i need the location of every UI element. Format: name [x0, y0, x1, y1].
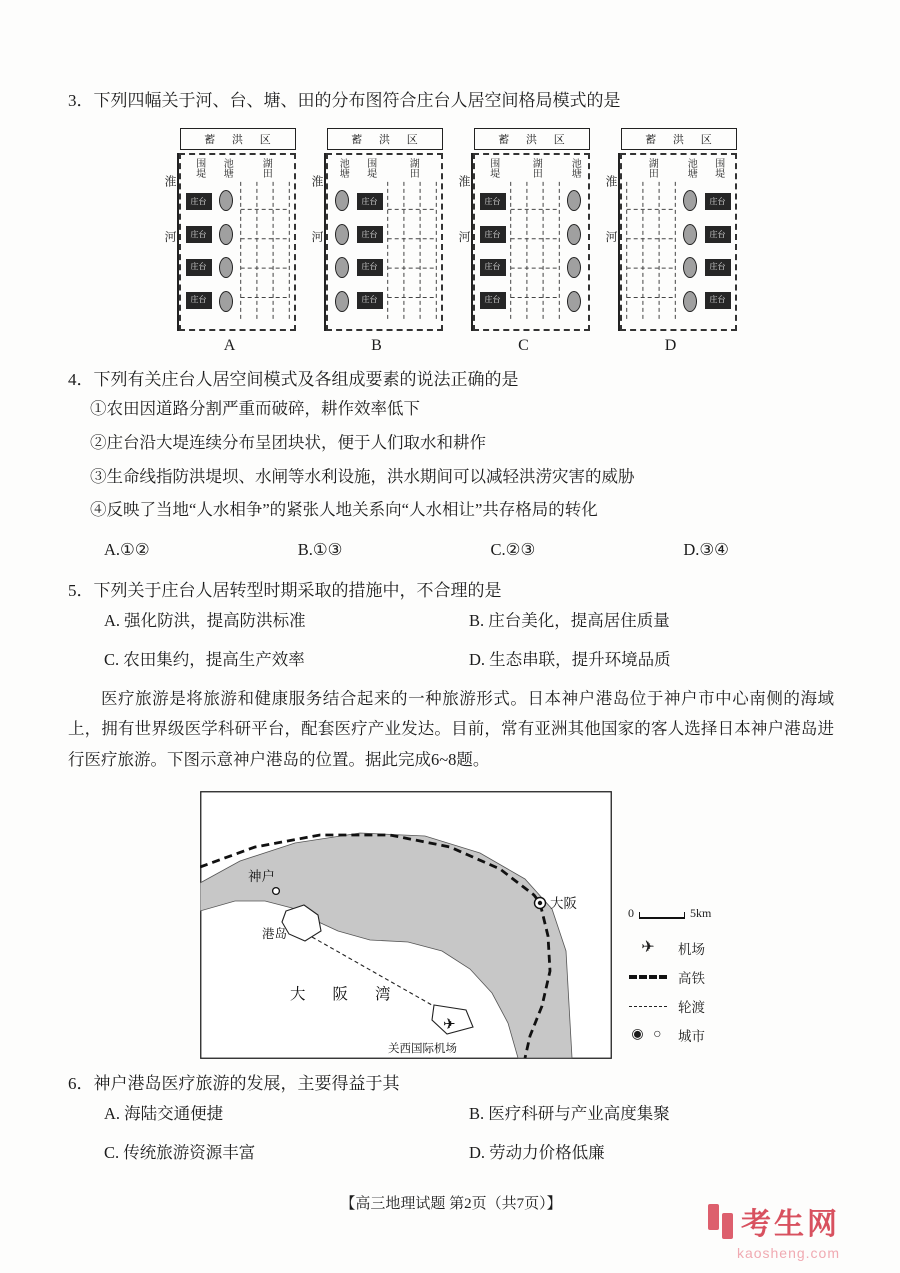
pond-oval: [683, 190, 697, 211]
column-label: 湖田: [530, 157, 542, 178]
diagram-body: [310, 153, 443, 331]
diagram-letter: B: [371, 336, 382, 354]
q6-option-d: D. 劳动力价格低廉: [469, 1142, 605, 1162]
zhuangtai-block: 庄台: [186, 292, 212, 309]
zone-hutian: [508, 158, 562, 325]
huai-river-strip: [604, 153, 620, 331]
legend-label: 高铁: [678, 971, 705, 987]
huai-river-strip: [163, 153, 179, 331]
zhuangtai-block: 庄台: [705, 226, 731, 243]
ferry-icon: [628, 1006, 668, 1007]
page-footer: 【高三地理试题 第2页（共7页）】: [340, 1196, 562, 1213]
diagram-main-box: [473, 153, 590, 331]
flood-zone-band: 蓄 洪 区: [621, 128, 737, 150]
zone-hutian: [238, 158, 292, 325]
column-label: 湖田: [407, 157, 419, 178]
pond-column: [678, 178, 702, 325]
zhuangtai-block: 庄台: [705, 193, 731, 210]
city-icons: ◉ ○: [631, 1027, 665, 1043]
kaosheng-watermark: [708, 1199, 840, 1261]
flood-diagram-a: [163, 128, 296, 355]
zhuangtai-block: 庄台: [480, 259, 506, 276]
osaka-city-marker-inner: [538, 901, 542, 905]
question-4-text: 4．下列有关庄台人居空间模式及各组成要素的说法正确的是: [68, 369, 519, 389]
question-5-text: 5．下列关于庄台人居转型时期采取的措施中，不合理的是: [68, 581, 502, 601]
paddy-area: [624, 178, 678, 325]
zone-chitang: [330, 158, 354, 325]
zhuangtai-column: [477, 178, 508, 325]
pond-oval: [683, 224, 697, 245]
zhuangtai-column: [183, 178, 214, 325]
zone-chitang: [678, 158, 702, 325]
column-label: 池塘: [337, 157, 349, 178]
flood-diagram-c: [457, 128, 590, 355]
zhuangtai-block: 庄台: [480, 193, 506, 210]
column-label: 围堤: [487, 157, 499, 178]
scale-bar-line: [639, 912, 685, 919]
pond-oval: [335, 291, 349, 312]
column-label: 池塘: [685, 157, 697, 178]
pond-oval: [219, 291, 233, 312]
column-label: 围堤: [364, 157, 376, 178]
legend-label: 城市: [678, 1029, 705, 1045]
column-label: 池塘: [221, 157, 233, 178]
huai-river-strip: [310, 153, 326, 331]
diagram-main-box: [620, 153, 737, 331]
zhuangtai-block: 庄台: [186, 259, 212, 276]
zhuangtai-block: 庄台: [357, 193, 383, 210]
diagram-body: [604, 153, 737, 331]
pond-oval: [567, 224, 581, 245]
pond-oval: [219, 257, 233, 278]
pond-oval: [683, 257, 697, 278]
legend-item-airport: [628, 938, 711, 958]
column-label: 湖田: [260, 157, 272, 178]
diagram-letter: D: [664, 336, 677, 354]
column-label: 围堤: [712, 157, 724, 178]
q4-statement-4: ④反映了当地“人水相争”的紧张人地关系向“人水相让”共存格局的转化: [90, 500, 598, 520]
watermark-name: 考生网: [741, 1208, 840, 1241]
zone-weidi: [354, 158, 385, 325]
question-6-text: 6．神户港岛医疗旅游的发展，主要得益于其: [68, 1074, 400, 1094]
map-legend: [628, 906, 711, 1045]
zone-weidi: [702, 158, 733, 325]
pond-oval: [567, 190, 581, 211]
q5-options: [104, 608, 834, 674]
watermark-site: kaosheng.com: [736, 1245, 840, 1261]
pond-column: [214, 178, 238, 325]
pond-oval: [219, 190, 233, 211]
zone-hutian: [624, 158, 678, 325]
q4-option-d: D.③④: [683, 540, 729, 560]
paddy-grid: [624, 178, 678, 325]
paddy-area: [385, 178, 439, 325]
pond-oval: [335, 257, 349, 278]
q4-option-c: C.②③: [490, 540, 536, 560]
plane-icon: ✈: [641, 939, 655, 957]
scale-zero: 0: [628, 906, 634, 921]
pond-oval: [335, 224, 349, 245]
zhuangtai-block: 庄台: [357, 292, 383, 309]
port-island-label: 港岛: [262, 927, 288, 942]
zhuangtai-block: 庄台: [480, 226, 506, 243]
huai-river-strip: [457, 153, 473, 331]
legend-label: 机场: [678, 942, 705, 958]
hsr-icon: [628, 975, 668, 979]
column-label: 围堤: [193, 157, 205, 178]
zhuangtai-block: 庄台: [357, 259, 383, 276]
q6-option-a: A. 海陆交通便捷: [104, 1103, 224, 1123]
q5-option-a: A. 强化防洪，提高防洪标准: [104, 610, 306, 630]
zone-weidi: [477, 158, 508, 325]
zone-hutian: [385, 158, 439, 325]
flood-zone-band: 蓄 洪 区: [474, 128, 590, 150]
zone-chitang: [214, 158, 238, 325]
diagram-body: [457, 153, 590, 331]
zhuangtai-block: 庄台: [705, 292, 731, 309]
diagram-main-box: [179, 153, 296, 331]
q4-statement-3: ③生命线指防洪堤坝、水闸等水利设施，洪水期间可以减轻洪涝灾害的威胁: [90, 466, 635, 486]
scale-bar: [628, 906, 711, 921]
legend-item-ferry: [628, 996, 711, 1016]
q4-option-b: B.①③: [297, 540, 343, 560]
zhuangtai-block: 庄台: [357, 226, 383, 243]
flood-zone-band: 蓄 洪 区: [180, 128, 296, 150]
legend-item-city: [628, 1025, 711, 1045]
q6-option-c: C. 传统旅游资源丰富: [104, 1142, 256, 1162]
pond-oval: [219, 224, 233, 245]
diagram-letter: C: [518, 336, 529, 354]
zone-weidi: [183, 158, 214, 325]
zhuangtai-block: 庄台: [186, 193, 212, 210]
diagram-letter: A: [223, 336, 236, 354]
zhuangtai-block: 庄台: [705, 259, 731, 276]
paddy-grid: [508, 178, 562, 325]
question-3-text: 3．下列四幅关于河、台、塘、田的分布图符合庄台人居空间格局模式的是: [68, 91, 621, 110]
kansai-airport-label: 关西国际机场: [388, 1043, 457, 1056]
pond-oval: [683, 291, 697, 312]
kaosheng-logo-icon: [708, 1208, 733, 1234]
column-label: 池塘: [569, 157, 581, 178]
diagram-body: [163, 153, 296, 331]
pond-oval: [567, 291, 581, 312]
zone-chitang: [562, 158, 586, 325]
paddy-area: [508, 178, 562, 325]
river-label: 淮河: [163, 174, 177, 285]
diagram-main-box: [326, 153, 443, 331]
kobe-osaka-map: [200, 791, 612, 1059]
airport-plane-icon: ✈: [443, 1017, 456, 1034]
q4-statement-2: ②庄台沿大堤连续分布呈团块状，便于人们取水和耕作: [90, 432, 486, 452]
flood-diagram-d: [604, 128, 737, 355]
kobe-label: 神户: [248, 869, 275, 885]
q3-diagram-row: [163, 128, 834, 355]
flood-zone-band: 蓄 洪 区: [327, 128, 443, 150]
paddy-grid: [238, 178, 292, 325]
river-label: 淮河: [310, 174, 324, 285]
paddy-area: [238, 178, 292, 325]
pond-column: [562, 178, 586, 325]
q4-option-a: A.①②: [104, 540, 150, 560]
legend-label: 轮渡: [678, 1000, 705, 1016]
q5-option-b: B. 庄台美化，提高居住质量: [469, 610, 670, 630]
q6-options: [104, 1101, 834, 1167]
zhuangtai-block: 庄台: [480, 292, 506, 309]
paddy-grid: [385, 178, 439, 325]
kobe-map-figure: [200, 791, 834, 1059]
osaka-bay-label: 大阪湾: [290, 986, 418, 1004]
legend-item-hsr: [628, 967, 711, 987]
column-label: 湖田: [646, 157, 658, 178]
zhuangtai-block: 庄台: [186, 226, 212, 243]
river-label: 淮河: [457, 174, 471, 285]
osaka-label: 大阪: [550, 896, 577, 912]
medical-tourism-intro: 医疗旅游是将旅游和健康服务结合起来的一种旅游形式。日本神户港岛位于神户市中心南侧的海域上，拥有世界级医学科研平台，配套医疗产业发达。目前，常有亚洲其他国家的客人选择日本神户港岛进行医疗旅游。下图示意神户港岛的位置。据此完成6~8题。: [68, 688, 834, 769]
q4-options: [104, 533, 729, 566]
zhuangtai-column: [702, 178, 733, 325]
kobe-city-marker: [273, 888, 280, 895]
q5-option-d: D. 生态串联，提升环境品质: [469, 650, 671, 670]
pond-oval: [567, 257, 581, 278]
zhuangtai-column: [354, 178, 385, 325]
scale-5km: 5km: [690, 906, 712, 921]
flood-diagram-b: [310, 128, 443, 355]
river-label: 淮河: [604, 174, 618, 285]
pond-oval: [335, 190, 349, 211]
q6-option-b: B. 医疗科研与产业高度集聚: [469, 1103, 670, 1123]
pond-column: [330, 178, 354, 325]
q5-option-c: C. 农田集约，提高生产效率: [104, 650, 305, 670]
q4-statement-1: ①农田因道路分割严重而破碎，耕作效率低下: [90, 399, 420, 418]
